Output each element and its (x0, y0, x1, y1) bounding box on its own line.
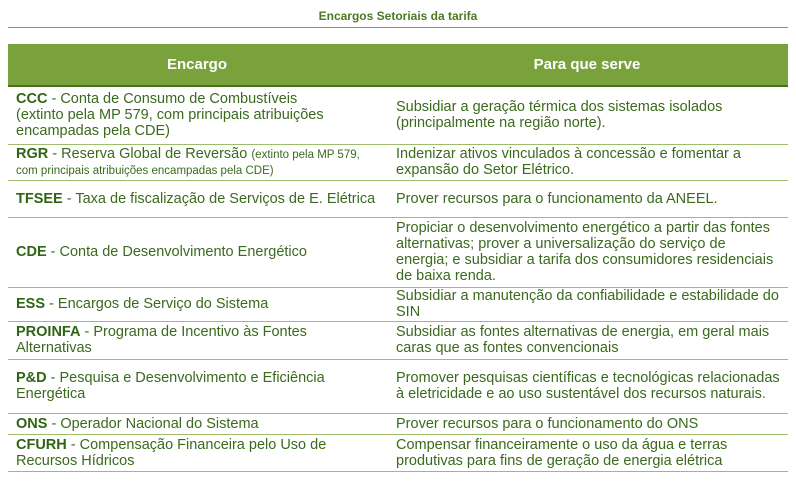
encargo-code: CCC (16, 91, 48, 108)
encargo-cell: CDE - Conta de Desenvolvimento Energético (8, 217, 386, 287)
encargo-code: P&D (16, 370, 47, 386)
encargo-cell: ONS - Operador Nacional do Sistema (8, 413, 386, 434)
table-row (8, 144, 788, 180)
encargo-code: ONS (16, 415, 48, 432)
purpose-cell: Prover recursos para o funcionamento da ANEEL. (386, 180, 788, 217)
encargo-name: Conta de Consumo de Combustíveis (60, 91, 298, 108)
encargo-name: Conta de Desenvolvimento Energético (59, 244, 307, 260)
encargo-name: Reserva Global de Reversão (61, 146, 248, 162)
encargo-code: ESS (16, 296, 46, 312)
encargo-code: PROINFA (16, 324, 81, 340)
purpose-cell: Promover pesquisas científicas e tecnológicas relacionadas à eletricidade e ao uso sustentável dos recursos naturais. (386, 359, 788, 413)
purpose-cell: Indenizar ativos vinculados à concessão e fomentar a expansão do Setor Elétrico. (386, 144, 788, 180)
encargo-cell: RGR - Reserva Global de Reversão (extinto pela MP 579, com principais atribuições encampadas pela CDE) (8, 144, 386, 180)
header-para-que-serve: Para que serve (386, 44, 788, 86)
encargo-cell: PROINFA - Programa de Incentivo às Fontes Alternativas (8, 321, 386, 359)
table-row (8, 434, 788, 471)
encargo-name: Compensação Financeira pelo Uso de Recursos Hídricos (16, 436, 327, 469)
encargo-name: Taxa de fiscalização de Serviços de E. Elétrica (75, 190, 376, 207)
header-row (8, 44, 788, 86)
table-row (8, 321, 788, 359)
encargo-code: CFURH (16, 436, 67, 453)
table-row (8, 413, 788, 434)
table-row (8, 359, 788, 413)
table-row (8, 180, 788, 217)
encargo-name: Operador Nacional do Sistema (60, 415, 259, 432)
encargo-code: TFSEE (16, 190, 63, 207)
encargo-cell: ESS - Encargos de Serviço do Sistema (8, 287, 386, 321)
purpose-cell: Subsidiar a geração térmica dos sistemas isolados (principalmente na região norte). (386, 86, 788, 144)
encargo-note: (extinto pela MP 579, com principais atribuições encampadas pela CDE) (16, 107, 324, 140)
encargo-cell: CCC - Conta de Consumo de Combustíveis (extinto pela MP 579, com principais atribuições encampadas pela CDE) (8, 86, 386, 144)
encargo-code: CDE (16, 244, 47, 260)
encargo-note: (extinto pela MP 579, com principais atribuições encampadas pela CDE) (16, 149, 360, 177)
encargo-code: RGR (16, 146, 49, 162)
purpose-cell: Subsidiar as fontes alternativas de energia, em geral mais caras que as fontes convencionais (386, 321, 788, 359)
encargo-cell: TFSEE - Taxa de fiscalização de Serviços de E. Elétrica (8, 180, 386, 217)
encargo-cell: CFURH - Compensação Financeira pelo Uso de Recursos Hídricos (8, 434, 386, 471)
header-encargo: Encargo (8, 44, 386, 86)
purpose-cell: Compensar financeiramente o uso da água e terras produtivas para fins de geração de energia elétrica (386, 434, 788, 471)
table-row (8, 86, 788, 144)
encargo-cell: P&D - Pesquisa e Desenvolvimento e Eficiência Energética (8, 359, 386, 413)
table-row (8, 217, 788, 287)
encargos-table (8, 44, 788, 472)
table-row (8, 287, 788, 321)
purpose-cell: Subsidiar a manutenção da confiabilidade e estabilidade do SIN (386, 287, 788, 321)
encargo-name: Programa de Incentivo às Fontes Alternativas (16, 324, 307, 356)
purpose-cell: Prover recursos para o funcionamento do ONS (386, 413, 788, 434)
purpose-cell: Propiciar o desenvolvimento energético a partir das fontes alternativas; prover a universalização do serviço de energia; e subsidiar a tarifa dos consumidores residenciais de baixa renda. (386, 217, 788, 287)
table-title: Encargos Setoriais da tarifa (318, 9, 478, 23)
title-divider (8, 27, 788, 28)
encargo-name: Encargos de Serviço do Sistema (57, 296, 269, 312)
encargo-name: Pesquisa e Desenvolvimento e Eficiência Energética (16, 370, 325, 402)
